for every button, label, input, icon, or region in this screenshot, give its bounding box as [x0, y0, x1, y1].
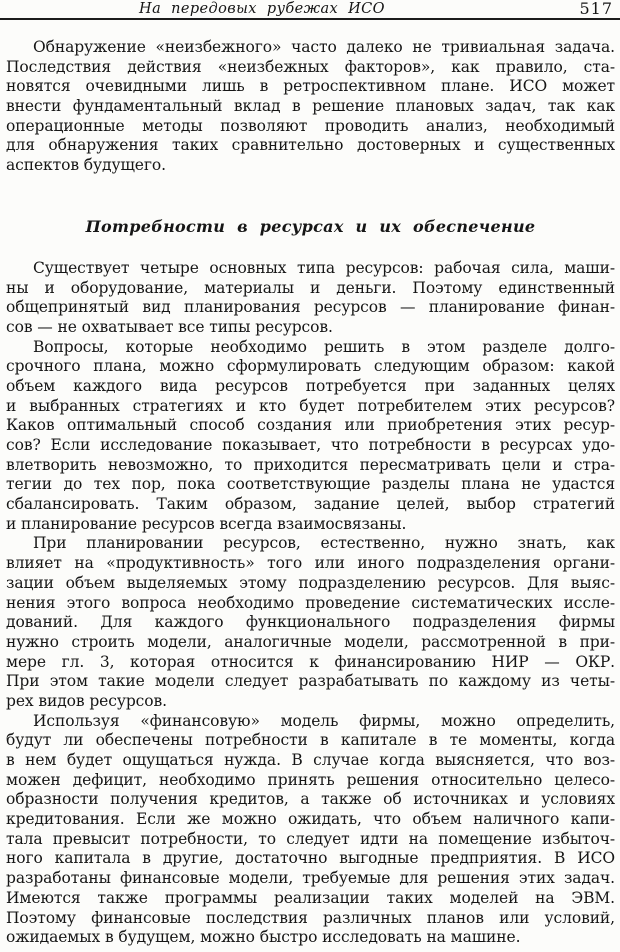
text-line: образности получения кредитов, а также об источниках и условиях	[6, 790, 615, 809]
text-line: общепринятый вид планирования ресурсов — планирование финан-	[6, 298, 615, 317]
text-line: влияет на «продуктивность» того или иного подразделения органи-	[6, 554, 615, 573]
paragraph	[6, 259, 615, 338]
text-line: сов — не охватывает все типы ресурсов.	[6, 317, 333, 336]
header-rule	[0, 18, 620, 20]
text-line: мере гл. 3, которая относится к финансированию НИР — ОКР.	[6, 652, 615, 671]
text-line: нужно строить модели, аналогичные модели, рассмотренной в при-	[6, 632, 615, 651]
text-line: При этом такие модели следует разрабатывать по каждому из четы-	[6, 672, 615, 691]
text-line: объем каждого вида ресурсов потребуется при заданных целях	[6, 376, 615, 395]
text-line: и выбранных стратегиях и кто будет потребителем этих ресурсов?	[6, 396, 615, 415]
text-line: Имеются также программы реализации таких моделей на ЭВМ.	[6, 888, 615, 907]
text-line: рех видов ресурсов.	[6, 691, 167, 710]
text-line: тегии до тех пор, пока соответствующие разделы плана не удастся	[6, 475, 615, 494]
text-line: будут ли обеспечены потребности в капитале в те моменты, когда	[6, 731, 615, 750]
text-line: тала превысит потребности, то следует идти на помещение избыточ-	[6, 829, 615, 848]
section-heading: Потребности в ресурсах и их обеспечение	[85, 216, 536, 236]
text-line: Вопросы, которые необходимо решить в этом разделе долго-	[33, 337, 615, 356]
text-line: дований. Для каждого функционального подразделения фирмы	[6, 613, 615, 632]
paragraph	[6, 534, 615, 711]
text-line: Используя «финансовую» модель фирмы, можно определить,	[33, 711, 615, 730]
paragraph	[6, 712, 615, 948]
text-line: в нем будет ощущаться нужда. В случае когда выясняется, что воз-	[6, 751, 615, 769]
text-line: для обнаружения таких сравнительно достоверных и существенных	[6, 136, 615, 155]
text-line: Поэтому финансовые последствия различных планов или условий,	[6, 908, 615, 927]
text-line: ного капитала в другие, достаточно выгодные предприятия. В ИСО	[6, 849, 615, 868]
text-line: влетворить невозможно, то приходится пересматривать цели и стра-	[6, 455, 615, 474]
text-line: новятся очевидными лишь в ретроспективном плане. ИСО может	[6, 77, 615, 96]
text-line: сбалансировать. Таким образом, задание целей, выбор стратегий	[6, 495, 615, 514]
text-line: ожидаемых в будущем, можно быстро исследовать на машине.	[6, 928, 521, 947]
text-line: Каков оптимальный способ создания или приобретения этих ресур-	[6, 416, 615, 435]
running-title: На передовых рубежах ИСО	[139, 1, 385, 17]
text-block	[6, 38, 615, 948]
text-line: Существует четыре основных типа ресурсов: рабочая сила, маши-	[33, 258, 615, 277]
text-line: кредитования. Если же можно ожидать, что объем наличного капи-	[6, 810, 615, 829]
text-line: зации объем выделяемых этому подразделению ресурсов. Для выяс-	[6, 573, 615, 592]
page-number: 517	[579, 0, 613, 18]
text-line: Последствия действия «неизбежных факторов», как правило, ста-	[6, 57, 615, 76]
text-line: внести фундаментальный вклад в решение плановых задач, так как	[6, 97, 615, 116]
text-line: сов? Если исследование показывает, что потребности в ресурсах удо-	[6, 436, 615, 454]
text-line: При планировании ресурсов, естественно, нужно знать, как	[33, 534, 615, 553]
text-line: и планирование ресурсов всегда взаимосвязаны.	[6, 514, 407, 533]
paragraph	[6, 38, 615, 176]
text-line: нения этого вопроса необходимо проведение систематических иссле-	[6, 593, 615, 612]
text-line: ны и оборудование, материалы и деньги. Поэтому единственный	[6, 278, 615, 297]
text-line: можен дефицит, необходимо принять решения относительно целесо-	[6, 770, 615, 789]
text-line: срочного плана, можно сформулировать следующим образом: какой	[6, 357, 615, 376]
text-line: операционные методы позволяют проводить анализ, необходимый	[6, 116, 615, 135]
text-line: аспектов будущего.	[6, 156, 166, 175]
text-line: разработаны финансовые модели, требуемые для решения этих задач.	[6, 869, 615, 888]
text-line: Обнаружение «неизбежного» часто далеко не тривиальная задача.	[33, 38, 615, 56]
paragraph	[6, 338, 615, 535]
